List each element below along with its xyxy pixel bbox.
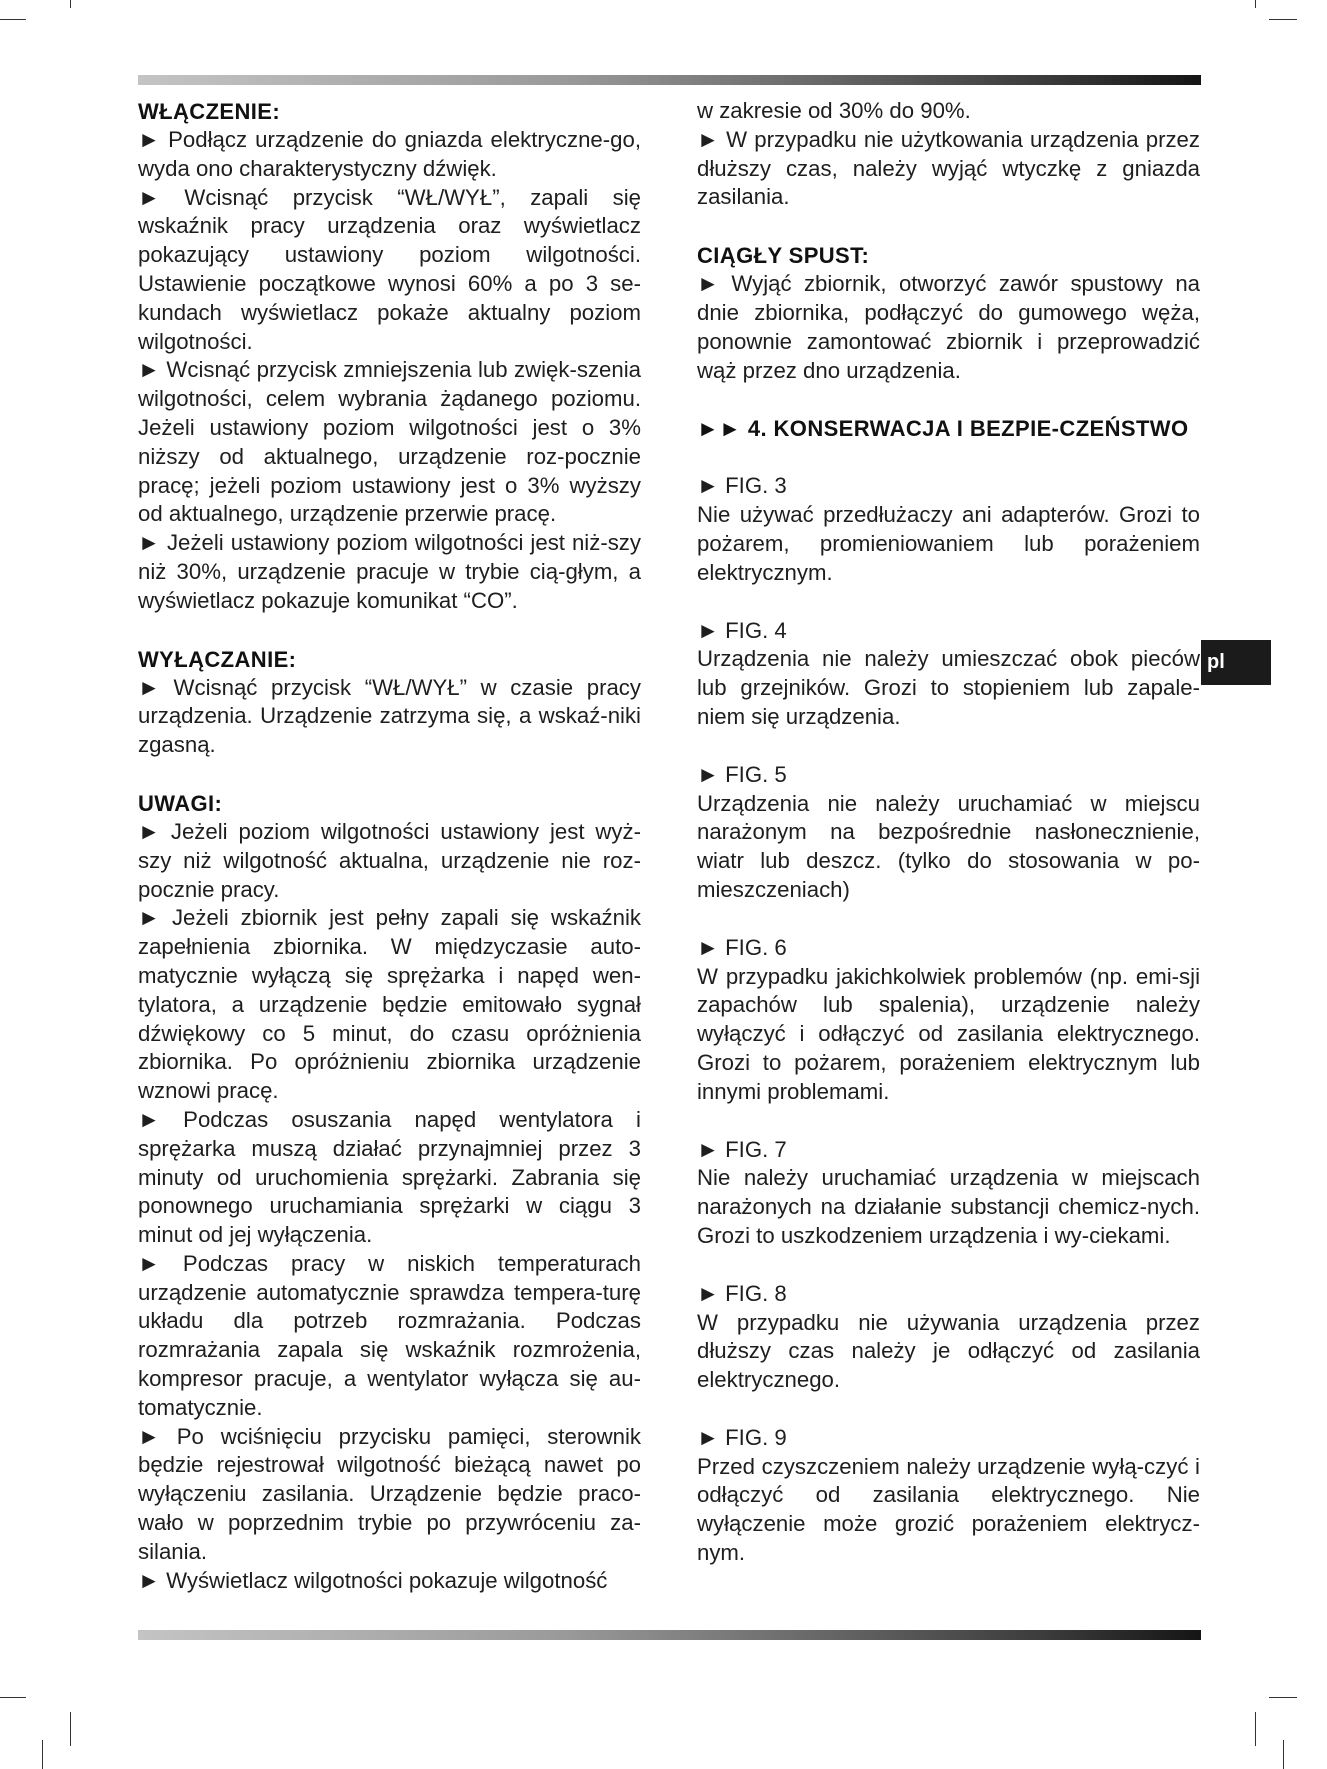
spacer xyxy=(697,212,1200,241)
paragraph: ► Po wciśnięciu przycisku pamięci, sterownik będzie rejestrował wilgotność bieżącą nawet po wyłączeniu zasilania. Urządzenie będzie praco-wało w poprzednim trybie po przywróceniu za-silania. xyxy=(138,1423,641,1564)
left-column xyxy=(138,97,641,1595)
paragraph: ► Wyświetlacz wilgotności pokazuje wilgotność xyxy=(138,1567,608,1593)
paragraph: ► Wcisnąć przycisk zmniejszenia lub zwięk-szenia wilgotności, celem wybrania żądanego poziomu. Jeżeli ustawiony poziom wilgotności jest o 3% niższy od aktualnego, urządzenie roz-pocznie pracę; jeżeli poziom ustawiony jest o 3% wyższy od aktualnego, urządzenie przerwie pracę. xyxy=(138,357,641,527)
paragraph: ► Podczas osuszania napęd wentylatora i sprężarka muszą działać przynajmniej przez 3 minuty od uruchomienia sprężarki. Zabrania się ponownego uruchamiania sprężarki w ciągu 3 minut od jej wyłączenia. xyxy=(138,1106,641,1248)
paragraph: ► FIG. 3 xyxy=(697,473,787,499)
spacer xyxy=(697,1251,1200,1280)
spacer xyxy=(697,443,1200,472)
paragraph: ► Jeżeli ustawiony poziom wilgotności jest niż-szy niż 30%, urządzenie pracuje w trybie cią-głym, a wyświetlacz pokazuje komunikat “CO”. xyxy=(138,530,641,613)
paragraph: ► Podczas pracy w niskich temperaturach urządzenie automatycznie sprawdza tempera-turę układu dla potrzeb rozmrażania. Podczas rozmrażania zapala się wskaźnik rozmrożenia, kompresor pracuje, a wentylator wyłącza się au-tomatycznie. xyxy=(138,1250,641,1420)
paragraph: ► FIG. 5 xyxy=(697,761,787,787)
crop-mark xyxy=(42,1740,43,1769)
crop-mark xyxy=(70,1712,71,1746)
paragraph: W przypadku nie używania urządzenia przez dłuższy czas należy je odłączyć od zasilania elektrycznego. xyxy=(697,1309,1200,1393)
right-column xyxy=(697,97,1200,1568)
paragraph: ► Wcisnąć przycisk “WŁ/WYŁ”, zapali się wskaźnik pracy urządzenia oraz wyświetlacz pokazujący ustawiony poziom wilgotności. Ustawienie początkowe wynosi 60% a po 3 se-kundach wyświetlacz pokaże aktualny poziom wilgotności. xyxy=(138,184,641,354)
crop-mark xyxy=(1269,19,1297,20)
paragraph: Urządzenia nie należy umieszczać obok pieców lub grzejników. Grozi to stopieniem lub zapale-niem się urządzenia. xyxy=(697,646,1200,729)
paragraph: Przed czyszczeniem należy urządzenie wyłą-czyć i odłączyć od zasilania elektrycznego. Nie wyłączenie może grozić porażeniem elektrycz-nym. xyxy=(697,1453,1200,1566)
paragraph: ► Jeżeli poziom wilgotności ustawiony jest wyż-szy niż wilgotność aktualna, urządzenie nie roz-pocznie pracy. xyxy=(138,818,641,902)
spacer xyxy=(697,1395,1200,1424)
crop-mark xyxy=(0,1697,26,1698)
top-rule xyxy=(138,75,1201,85)
paragraph: ► Podłącz urządzenie do gniazda elektryczne-go, wyda ono charakterystyczny dźwięk. xyxy=(138,127,641,181)
paragraph: Nie należy uruchamiać urządzenia w miejscach narażonych na działanie substancji chemicz-nych. Grozi to uszkodzeniem urządzenia i wy-ciekami. xyxy=(697,1165,1200,1248)
spacer xyxy=(697,588,1200,617)
section-heading: WŁĄCZENIE: xyxy=(138,99,281,124)
spacer xyxy=(138,616,641,645)
paragraph: W przypadku jakichkolwiek problemów (np. emi-sji zapachów lub spalenia), urządzenie należy wyłączyć i odłączyć od zasilania elektrycznego. Grozi to pożarem, porażeniem elektrycznym lub innymi problemami. xyxy=(697,963,1200,1104)
paragraph: ► Jeżeli zbiornik jest pełny zapali się wskaźnik zapełnienia zbiornika. W międzyczasie auto-matycznie wyłączą się sprężarka i napęd wen-tylatora, a urządzenie będzie emitowało sygnał dźwiękowy co 5 minut, do czasu opróżnienia zbiornika. Po opróżnieniu zbiornika urządzenie wznowi pracę. xyxy=(138,905,641,1104)
section-heading: CIĄGŁY SPUST: xyxy=(697,243,870,269)
paragraph: Nie używać przedłużaczy ani adapterów. Grozi to pożarem, promieniowaniem lub porażeniem elektrycznym. xyxy=(697,502,1200,585)
paragraph: ► FIG. 6 xyxy=(697,934,787,960)
paragraph: Urządzenia nie należy uruchamiać w miejscu narażonym na bezpośrednie nasłonecznienie, wiatr lub deszcz. (tylko do stosowania w po-mieszczeniach) xyxy=(697,790,1200,902)
paragraph: w zakresie od 30% do 90%. xyxy=(697,98,971,123)
paragraph: ► FIG. 8 xyxy=(697,1280,787,1306)
language-tab: pl xyxy=(1201,640,1271,685)
crop-mark xyxy=(70,0,71,8)
chapter-heading: ►► 4. KONSERWACJA I BEZPIE-CZEŃSTWO xyxy=(697,416,1189,442)
crop-mark xyxy=(1255,1712,1256,1746)
crop-mark xyxy=(1255,0,1256,8)
spacer xyxy=(138,760,641,789)
paragraph: ► FIG. 9 xyxy=(697,1424,787,1450)
paragraph: ► FIG. 7 xyxy=(697,1136,787,1162)
paragraph: ► W przypadku nie użytkowania urządzenia przez dłuższy czas, należy wyjąć wtyczkę z gniazda zasilania. xyxy=(697,126,1200,210)
section-heading: UWAGI: xyxy=(138,790,223,816)
section-heading: WYŁĄCZANIE: xyxy=(138,646,297,672)
spacer xyxy=(697,732,1200,761)
crop-mark xyxy=(1269,1697,1297,1698)
spacer xyxy=(697,1107,1200,1136)
paragraph: ► Wyjąć zbiornik, otworzyć zawór spustowy na dnie zbiornika, podłączyć do gumowego węża, ponownie zamontować zbiornik i przeprowadzić wąż przez dno urządzenia. xyxy=(697,271,1200,383)
spacer xyxy=(697,905,1200,934)
bottom-rule xyxy=(138,1630,1201,1640)
paragraph: ► Wcisnąć przycisk “WŁ/WYŁ” w czasie pracy urządzenia. Urządzenie zatrzyma się, a wskaź-niki zgasną. xyxy=(138,674,641,758)
crop-mark xyxy=(1283,1740,1284,1769)
spacer xyxy=(697,385,1200,414)
crop-mark xyxy=(0,19,26,20)
paragraph: ► FIG. 4 xyxy=(697,617,787,643)
